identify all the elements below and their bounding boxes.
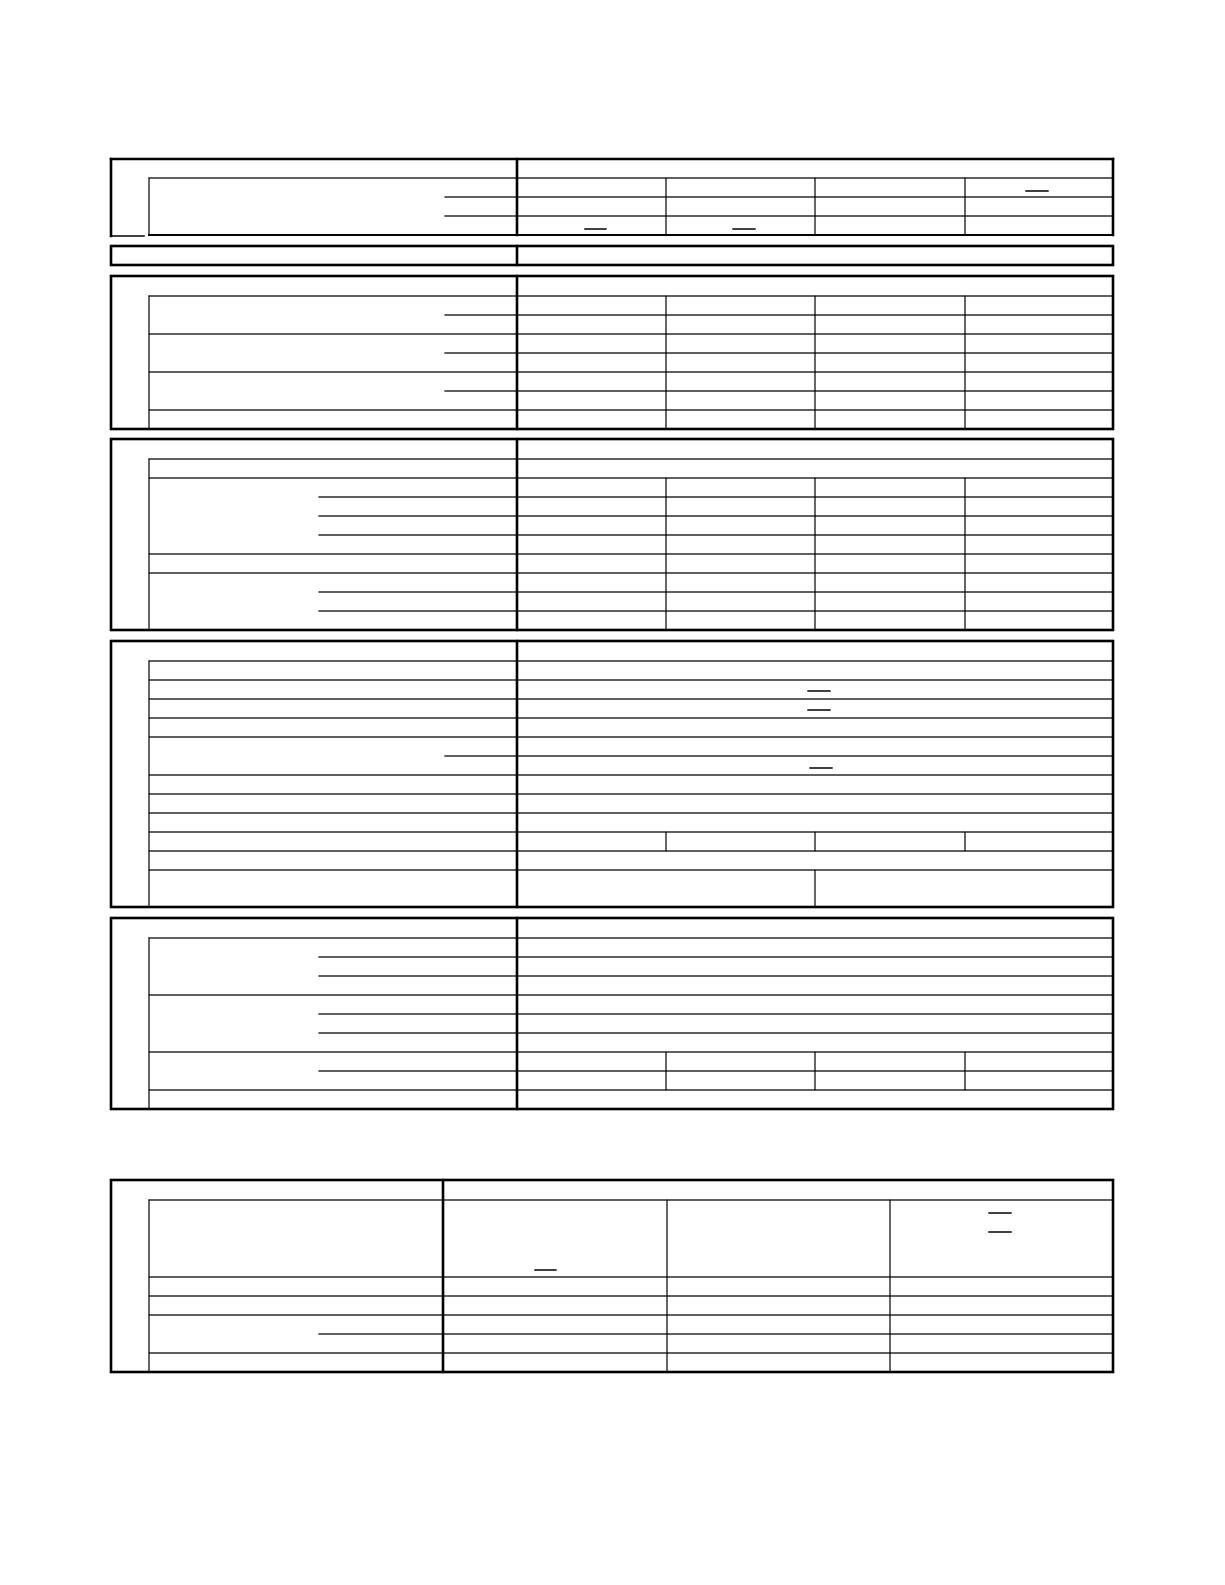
lower-table-frame xyxy=(111,1180,1113,1372)
section-5-grid xyxy=(149,661,1113,907)
lower-table-grid xyxy=(149,1200,1113,1372)
section-1-grid xyxy=(149,178,1113,235)
lower-spec-table xyxy=(111,1180,1113,1372)
section-6-grid xyxy=(149,938,1113,1109)
section-3-grid xyxy=(149,296,1113,429)
section-2-frame xyxy=(111,246,1113,265)
section-4-grid xyxy=(149,459,1113,630)
lower-table-underline-marks xyxy=(535,1213,1011,1270)
upper-spec-table xyxy=(111,159,1113,1109)
section-5-frame xyxy=(111,641,1113,907)
